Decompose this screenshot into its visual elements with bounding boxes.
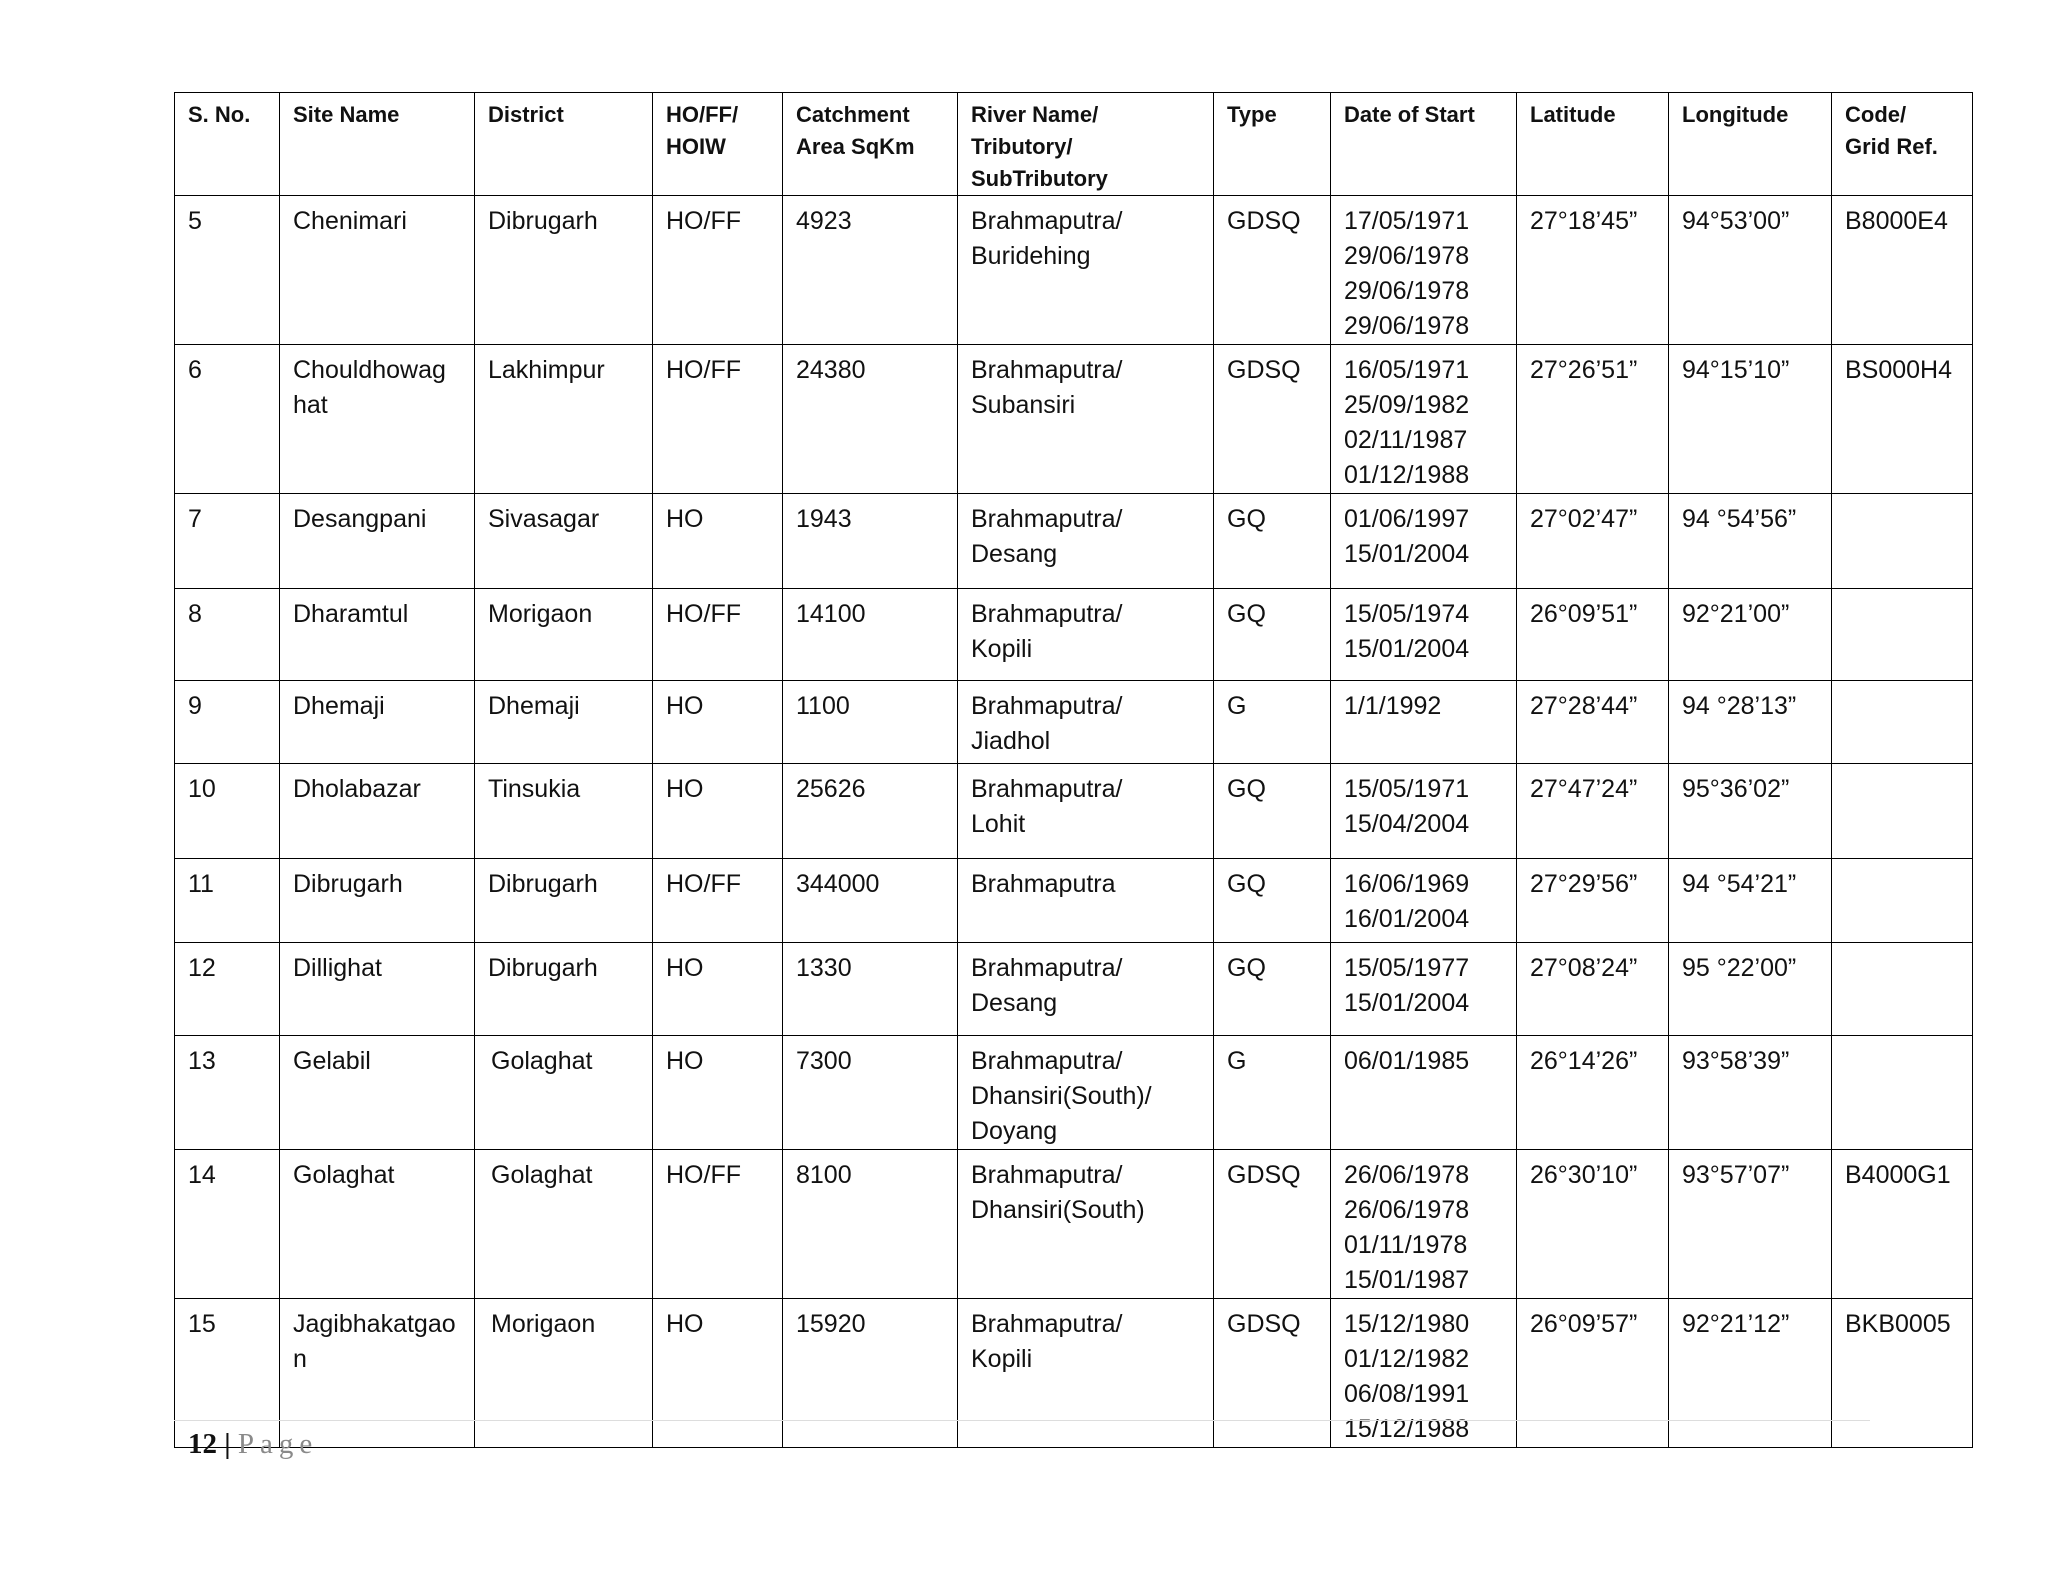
river-cell-line: Kopili [971, 1345, 1033, 1373]
date-start-cell-line: 1/1/1992 [1344, 692, 1442, 720]
sno-cell: 13 [175, 1036, 280, 1150]
district-cell: Morigaon [475, 589, 653, 681]
hoff-cell: HO/FF [653, 345, 783, 494]
district-cell: Sivasagar [475, 494, 653, 589]
longitude-cell: 94 °28’13” [1669, 681, 1832, 764]
river-cell-line: Brahmaputra/ [971, 775, 1123, 803]
date-start-cell-line: 06/01/1985 [1344, 1047, 1470, 1075]
date-start-cell-line: 15/12/1980 [1344, 1310, 1470, 1338]
river-cell-line: Brahmaputra/ [971, 356, 1123, 384]
site-name-cell [280, 943, 475, 1036]
date-start-cell-line: 29/06/1978 [1344, 312, 1470, 340]
date-start-cell-line: 15/01/2004 [1344, 989, 1470, 1017]
table-body [175, 196, 1973, 1448]
date-start-cell-line: 15/01/1987 [1344, 1266, 1470, 1294]
date-start-cell-line: 15/05/1977 [1344, 954, 1470, 982]
river-cell-line: Desang [971, 989, 1058, 1017]
river-cell-line: Dhansiri(South)/ [971, 1082, 1152, 1110]
latitude-cell: 27°18’45” [1517, 196, 1669, 345]
type-cell: GDSQ [1214, 1150, 1331, 1299]
river-cell-line: Brahmaputra/ [971, 692, 1123, 720]
longitude-cell: 94°15’10” [1669, 345, 1832, 494]
river-cell [958, 859, 1214, 943]
col-site-name-header [280, 93, 475, 196]
hoff-cell: HO/FF [653, 859, 783, 943]
site-name-cell-line: hat [293, 391, 328, 419]
sno-cell: 9 [175, 681, 280, 764]
sno-cell: 12 [175, 943, 280, 1036]
header-line: SubTributory [971, 166, 1108, 191]
latitude-cell: 27°28’44” [1517, 681, 1669, 764]
date-start-cell [1331, 196, 1517, 345]
district-cell: Dibrugarh [475, 196, 653, 345]
date-start-cell-line: 15/04/2004 [1344, 810, 1470, 838]
col-date-start-header [1331, 93, 1517, 196]
site-name-cell-line: Dillighat [293, 954, 382, 982]
site-name-cell [280, 1036, 475, 1150]
col-code-header [1832, 93, 1973, 196]
river-cell-line: Brahmaputra/ [971, 207, 1123, 235]
header-line: Tributory/ [971, 134, 1073, 159]
hoff-cell: HO/FF [653, 196, 783, 345]
date-start-cell [1331, 1150, 1517, 1299]
table-row [175, 494, 1973, 589]
longitude-cell: 92°21’00” [1669, 589, 1832, 681]
date-start-cell [1331, 764, 1517, 859]
date-start-cell-line: 01/06/1997 [1344, 505, 1470, 533]
col-longitude-header [1669, 93, 1832, 196]
river-cell-line: Brahmaputra/ [971, 1047, 1123, 1075]
river-cell [958, 1299, 1214, 1448]
site-name-cell-line: Dhemaji [293, 692, 385, 720]
river-cell-line: Doyang [971, 1117, 1058, 1145]
river-cell [958, 1036, 1214, 1150]
header-line: District [488, 102, 564, 127]
type-cell: G [1214, 1036, 1331, 1150]
hoff-cell: HO [653, 494, 783, 589]
latitude-cell: 26°14’26” [1517, 1036, 1669, 1150]
river-cell-line: Brahmaputra [971, 870, 1116, 898]
catchment-cell: 1100 [783, 681, 958, 764]
header-line: Grid Ref. [1845, 134, 1938, 159]
river-cell-line: Brahmaputra/ [971, 1310, 1123, 1338]
date-start-cell [1331, 681, 1517, 764]
date-start-cell-line: 02/11/1987 [1344, 426, 1468, 454]
river-cell [958, 764, 1214, 859]
date-start-cell [1331, 589, 1517, 681]
longitude-cell: 93°57’07” [1669, 1150, 1832, 1299]
catchment-cell: 14100 [783, 589, 958, 681]
site-name-cell [280, 589, 475, 681]
header-line: HOIW [666, 134, 726, 159]
latitude-cell: 27°02’47” [1517, 494, 1669, 589]
code-cell: BS000H4 [1832, 345, 1973, 494]
date-start-cell-line: 15/12/1988 [1344, 1415, 1470, 1443]
code-cell: BKB0005 [1832, 1299, 1973, 1448]
code-cell [1832, 764, 1973, 859]
district-cell: Morigaon [475, 1299, 653, 1448]
site-name-cell-line: Golaghat [293, 1161, 395, 1189]
code-cell [1832, 859, 1973, 943]
sno-cell: 11 [175, 859, 280, 943]
site-name-cell-line: Jagibhakatgao [293, 1310, 456, 1338]
code-cell [1832, 494, 1973, 589]
code-cell [1832, 943, 1973, 1036]
date-start-cell-line: 26/06/1978 [1344, 1196, 1470, 1224]
date-start-cell [1331, 859, 1517, 943]
date-start-cell-line: 01/12/1988 [1344, 461, 1470, 489]
river-cell-line: Lohit [971, 810, 1026, 838]
site-name-cell-line: Chenimari [293, 207, 407, 235]
site-name-cell [280, 859, 475, 943]
river-cell-line: Jiadhol [971, 727, 1051, 755]
district-cell: Dibrugarh [475, 859, 653, 943]
catchment-cell: 1330 [783, 943, 958, 1036]
latitude-cell: 26°09’57” [1517, 1299, 1669, 1448]
type-cell: GQ [1214, 589, 1331, 681]
date-start-cell-line: 15/01/2004 [1344, 540, 1470, 568]
site-name-cell [280, 494, 475, 589]
date-start-cell-line: 16/01/2004 [1344, 905, 1470, 933]
date-start-cell-line: 29/06/1978 [1344, 277, 1470, 305]
code-cell [1832, 681, 1973, 764]
date-start-cell-line: 29/06/1978 [1344, 242, 1470, 270]
header-line: Catchment [796, 102, 910, 127]
river-cell [958, 681, 1214, 764]
table-row [175, 589, 1973, 681]
hoff-cell: HO [653, 681, 783, 764]
district-cell: Tinsukia [475, 764, 653, 859]
date-start-cell-line: 15/05/1974 [1344, 600, 1470, 628]
date-start-cell-line: 16/05/1971 [1344, 356, 1470, 384]
latitude-cell: 27°08’24” [1517, 943, 1669, 1036]
date-start-cell [1331, 1036, 1517, 1150]
date-start-cell-line: 01/12/1982 [1344, 1345, 1470, 1373]
date-start-cell-line: 26/06/1978 [1344, 1161, 1470, 1189]
catchment-cell: 24380 [783, 345, 958, 494]
river-cell-line: Brahmaputra/ [971, 1161, 1123, 1189]
date-start-cell-line: 01/11/1978 [1344, 1231, 1468, 1259]
date-start-cell [1331, 1299, 1517, 1448]
date-start-cell-line: 17/05/1971 [1344, 207, 1470, 235]
col-catchment-header [783, 93, 958, 196]
river-cell-line: Desang [971, 540, 1058, 568]
header-line: Code/ [1845, 102, 1907, 127]
footer-divider [174, 1420, 1870, 1421]
date-start-cell-line: 16/06/1969 [1344, 870, 1470, 898]
district-cell: Golaghat [475, 1036, 653, 1150]
code-cell: B8000E4 [1832, 196, 1973, 345]
type-cell: GDSQ [1214, 196, 1331, 345]
sno-cell: 14 [175, 1150, 280, 1299]
sno-cell: 8 [175, 589, 280, 681]
hoff-cell: HO [653, 1036, 783, 1150]
header-line: Longitude [1682, 102, 1789, 127]
sno-cell: 5 [175, 196, 280, 345]
table-row [175, 681, 1973, 764]
header-line: Date of Start [1344, 102, 1475, 127]
catchment-cell: 7300 [783, 1036, 958, 1150]
page-number: 12 [188, 1428, 217, 1460]
table-row [175, 943, 1973, 1036]
river-cell-line: Kopili [971, 635, 1033, 663]
sno-cell: 7 [175, 494, 280, 589]
site-name-cell-line: Desangpani [293, 505, 427, 533]
code-cell [1832, 589, 1973, 681]
river-cell [958, 345, 1214, 494]
code-cell [1832, 1036, 1973, 1150]
latitude-cell: 27°26’51” [1517, 345, 1669, 494]
river-cell [958, 196, 1214, 345]
district-cell: Dibrugarh [475, 943, 653, 1036]
type-cell: GDSQ [1214, 1299, 1331, 1448]
longitude-cell: 95 °22’00” [1669, 943, 1832, 1036]
site-name-cell-line: n [293, 1345, 307, 1373]
page-separator: | [224, 1428, 231, 1460]
catchment-cell: 4923 [783, 196, 958, 345]
river-cell [958, 1150, 1214, 1299]
river-cell-line: Subansiri [971, 391, 1076, 419]
table-row [175, 859, 1973, 943]
col-sno-header [175, 93, 280, 196]
site-name-cell [280, 196, 475, 345]
river-cell [958, 943, 1214, 1036]
river-cell-line: Buridehing [971, 242, 1091, 270]
sno-cell: 10 [175, 764, 280, 859]
site-name-cell [280, 1150, 475, 1299]
type-cell: GDSQ [1214, 345, 1331, 494]
header-line: Site Name [293, 102, 400, 127]
site-name-cell [280, 764, 475, 859]
site-name-cell-line: Chouldhowag [293, 356, 446, 384]
longitude-cell: 94 °54’56” [1669, 494, 1832, 589]
hoff-cell: HO/FF [653, 589, 783, 681]
longitude-cell: 94°53’00” [1669, 196, 1832, 345]
river-cell [958, 494, 1214, 589]
site-name-cell [280, 681, 475, 764]
longitude-cell: 94 °54’21” [1669, 859, 1832, 943]
date-start-cell [1331, 494, 1517, 589]
code-cell: B4000G1 [1832, 1150, 1973, 1299]
table-row [175, 764, 1973, 859]
date-start-cell [1331, 943, 1517, 1036]
header-line: Type [1227, 102, 1277, 127]
catchment-cell: 344000 [783, 859, 958, 943]
col-river-header [958, 93, 1214, 196]
longitude-cell: 92°21’12” [1669, 1299, 1832, 1448]
catchment-cell: 8100 [783, 1150, 958, 1299]
page-footer [188, 1425, 318, 1463]
date-start-cell-line: 15/01/2004 [1344, 635, 1470, 663]
col-hoff-header [653, 93, 783, 196]
header-line: Latitude [1530, 102, 1616, 127]
sno-cell: 6 [175, 345, 280, 494]
header-line: S. No. [188, 102, 251, 127]
col-district-header [475, 93, 653, 196]
site-name-cell-line: Dholabazar [293, 775, 421, 803]
type-cell: GQ [1214, 764, 1331, 859]
table-row [175, 345, 1973, 494]
sno-cell: 15 [175, 1299, 280, 1448]
table-row [175, 196, 1973, 345]
river-cell-line: Dhansiri(South) [971, 1196, 1145, 1224]
river-cell-line: Brahmaputra/ [971, 505, 1123, 533]
date-start-cell-line: 25/09/1982 [1344, 391, 1470, 419]
river-cell-line: Brahmaputra/ [971, 600, 1123, 628]
site-name-cell-line: Dibrugarh [293, 870, 403, 898]
hoff-cell: HO/FF [653, 1150, 783, 1299]
hoff-cell: HO [653, 1299, 783, 1448]
catchment-cell: 1943 [783, 494, 958, 589]
date-start-cell-line: 15/05/1971 [1344, 775, 1470, 803]
hoff-cell: HO [653, 943, 783, 1036]
header-row [175, 93, 1973, 196]
header-line: Area SqKm [796, 134, 915, 159]
page-label: Page [237, 1428, 319, 1460]
table-row [175, 1299, 1973, 1448]
catchment-cell: 15920 [783, 1299, 958, 1448]
col-latitude-header [1517, 93, 1669, 196]
site-name-cell-line: Gelabil [293, 1047, 371, 1075]
type-cell: GQ [1214, 859, 1331, 943]
header-line: HO/FF/ [666, 102, 739, 127]
date-start-cell [1331, 345, 1517, 494]
gauge-sites-table [174, 92, 1973, 1448]
header-line: River Name/ [971, 102, 1099, 127]
date-start-cell-line: 06/08/1991 [1344, 1380, 1470, 1408]
longitude-cell: 95°36’02” [1669, 764, 1832, 859]
type-cell: GQ [1214, 494, 1331, 589]
table-row [175, 1150, 1973, 1299]
latitude-cell: 26°09’51” [1517, 589, 1669, 681]
type-cell: G [1214, 681, 1331, 764]
type-cell: GQ [1214, 943, 1331, 1036]
site-name-cell [280, 345, 475, 494]
longitude-cell: 93°58’39” [1669, 1036, 1832, 1150]
river-cell [958, 589, 1214, 681]
latitude-cell: 26°30’10” [1517, 1150, 1669, 1299]
district-cell: Dhemaji [475, 681, 653, 764]
latitude-cell: 27°29’56” [1517, 859, 1669, 943]
hoff-cell: HO [653, 764, 783, 859]
river-cell-line: Brahmaputra/ [971, 954, 1123, 982]
site-name-cell-line: Dharamtul [293, 600, 409, 628]
district-cell: Golaghat [475, 1150, 653, 1299]
latitude-cell: 27°47’24” [1517, 764, 1669, 859]
catchment-cell: 25626 [783, 764, 958, 859]
district-cell: Lakhimpur [475, 345, 653, 494]
table-row [175, 1036, 1973, 1150]
col-type-header [1214, 93, 1331, 196]
